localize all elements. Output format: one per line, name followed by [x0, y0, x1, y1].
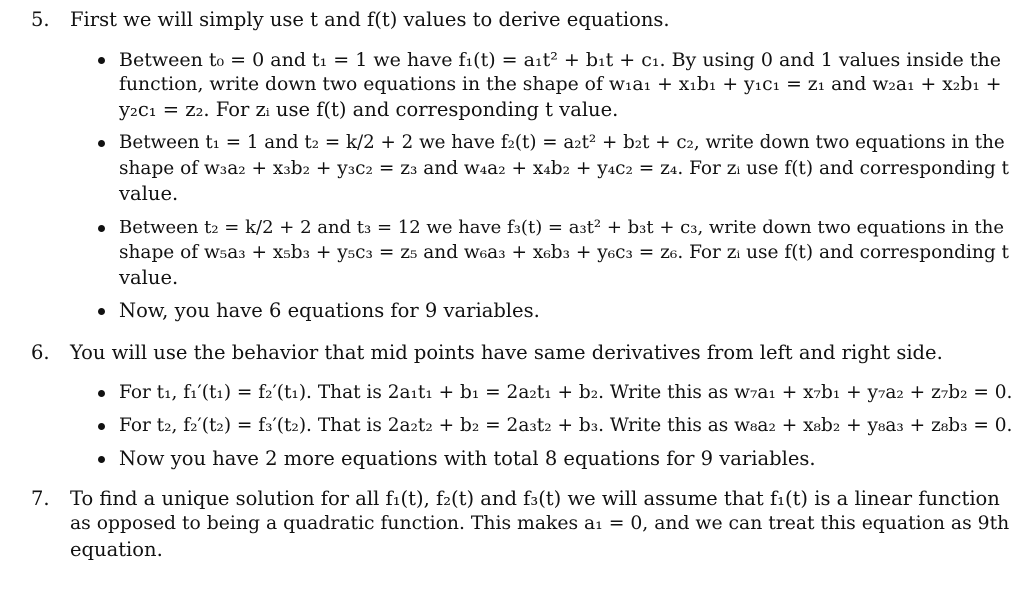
bullet-dot	[98, 423, 105, 430]
bullet-line: value.	[119, 182, 179, 205]
bullet-line: shape of w₃a₂ + x₃b₂ + y₃c₂ = z₃ and w₄a₂ + x₄b₂ + y₄c₂ = z₄. For zᵢ use f(t) and corresponding t	[119, 158, 1009, 179]
bullet-dot	[98, 308, 105, 315]
bullet-line: shape of w₅a₃ + x₅b₃ + y₅c₃ = z₅ and w₆a₃ + x₆b₃ + y₆c₃ = z₆. For zᵢ use f(t) and corresponding t	[119, 242, 1009, 263]
item-intro: First we will simply use t and f(t) values to derive equations.	[70, 8, 670, 31]
bullet-line: Between t₀ = 0 and t₁ = 1 we have f₁(t) = a₁t² + b₁t + c₁. By using 0 and 1 values inside the	[119, 49, 1001, 71]
bullet-line: value.	[119, 266, 179, 289]
bullet-dot	[98, 225, 105, 232]
bullet-dot	[98, 57, 105, 64]
bullet-line: Now, you have 6 equations for 9 variables.	[119, 299, 540, 322]
bullet-line: function, write down two equations in the shape of w₁a₁ + x₁b₁ + y₁c₁ = z₁ and w₂a₁ + x₂b₁ +	[119, 74, 1002, 95]
bullet-line: Now you have 2 more equations with total 8 equations for 9 variables.	[119, 447, 816, 470]
bullet-dot	[98, 140, 105, 147]
bullet-line: Between t₂ = k/2 + 2 and t₃ = 12 we have f₃(t) = a₃t² + b₃t + c₃, write down two equations in the	[119, 217, 1004, 238]
item-line: equation.	[70, 538, 163, 561]
bullet-line: For t₁, f₁′(t₁) = f₂′(t₁). That is 2a₁t₁ + b₁ = 2a₂t₁ + b₂. Write this as w₇a₁ + x₇b₁ + y₇a₂ + z₇b₂ = 0.	[119, 382, 1013, 403]
bullet-dot	[98, 456, 105, 463]
item-number: 6.	[31, 341, 50, 364]
item-line: as opposed to being a quadratic function. This makes a₁ = 0, and we can treat this equation as 9th	[70, 513, 1010, 534]
bullet-line: y₂c₁ = z₂. For zᵢ use f(t) and corresponding t value.	[119, 98, 619, 121]
bullet-line: Between t₁ = 1 and t₂ = k/2 + 2 we have f₂(t) = a₂t² + b₂t + c₂, write down two equations in the	[119, 132, 1005, 153]
bullet-dot	[98, 390, 105, 397]
item-number: 7.	[31, 487, 50, 510]
item-number: 5.	[31, 8, 50, 31]
bullet-line: For t₂, f₂′(t₂) = f₃′(t₂). That is 2a₂t₂ + b₂ = 2a₃t₂ + b₃. Write this as w₈a₂ + x₈b₂ + y₈a₃ + z₈b₃ = 0.	[119, 415, 1013, 436]
item-intro: You will use the behavior that mid points have same derivatives from left and right side.	[70, 341, 943, 364]
item-line: To find a unique solution for all f₁(t), f₂(t) and f₃(t) we will assume that f₁(t) is a linear function	[70, 487, 1000, 510]
